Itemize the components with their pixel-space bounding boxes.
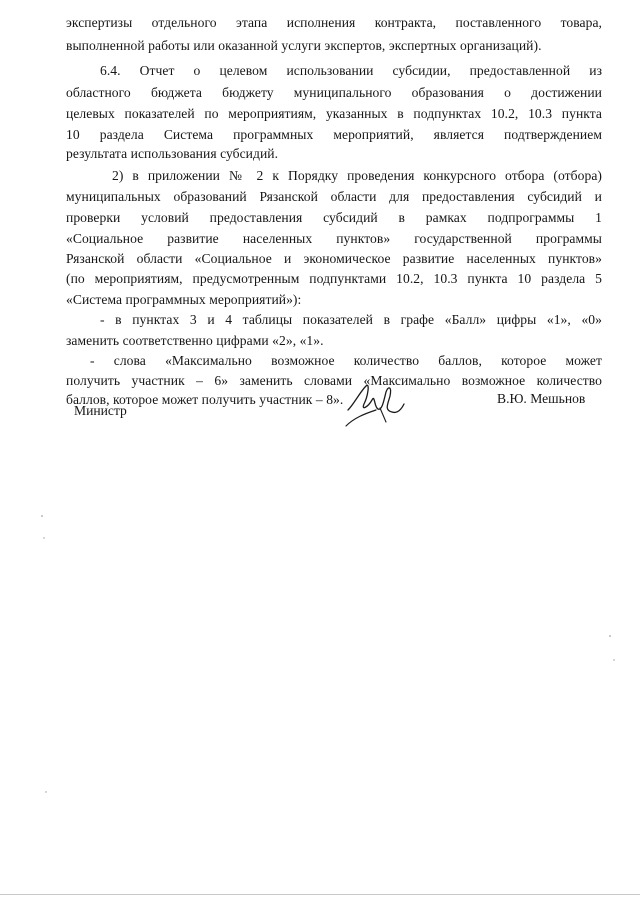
text-line: баллов, которое может получить участник – 8». xyxy=(66,392,344,407)
text-line: проверки условий предоставления субсидий в рамках подпрограммы 1 xyxy=(66,210,602,225)
text-line: результата использования субсидий. xyxy=(66,146,279,161)
signatory-title: Министр xyxy=(74,403,127,418)
text-line: экспертизы отдельного этапа исполнения контракта, поставленного товара, xyxy=(66,15,602,30)
text-line: - в пунктах 3 и 4 таблицы показателей в графе «Балл» цифры «1», «0» xyxy=(100,312,602,327)
text-line: областного бюджета бюджету муниципального образования о достижении xyxy=(66,85,602,100)
text-line: выполненной работы или оказанной услуги экспертов, экспертных организаций). xyxy=(66,38,542,53)
text-line: 10 раздела Система программных мероприятий, является подтверждением xyxy=(66,127,602,142)
text-line: - слова «Максимально возможное количество баллов, которое может xyxy=(90,353,602,368)
text-line: 2) в приложении № 2 к Порядку проведения конкурсного отбора (отбора) xyxy=(112,168,602,183)
text-line: 6.4. Отчет о целевом использовании субсидии, предоставленной из xyxy=(100,63,602,78)
text-line: получить участник – 6» заменить словами «Максимально возможное количество xyxy=(66,373,602,388)
text-line: целевых показателей по мероприятиям, указанных в подпунктах 10.2, 10.3 пункта xyxy=(66,106,602,121)
signatory-name: В.Ю. Мешьнов xyxy=(497,391,586,406)
text-line: «Система программных мероприятий»): xyxy=(66,292,302,307)
text-line: муниципальных образований Рязанской области для предоставления субсидий и xyxy=(66,189,602,204)
text-line: (по мероприятиям, предусмотренным подпунктами 10.2, 10.3 пункта 10 раздела 5 xyxy=(66,271,602,286)
text-line: заменить соответственно цифрами «2», «1». xyxy=(66,333,324,348)
text-line: Рязанской области «Социальное и экономическое развитие населенных пунктов» xyxy=(66,251,602,266)
text-line: «Социальное развитие населенных пунктов» государственной программы xyxy=(66,231,602,246)
scan-edge-line xyxy=(0,894,640,895)
